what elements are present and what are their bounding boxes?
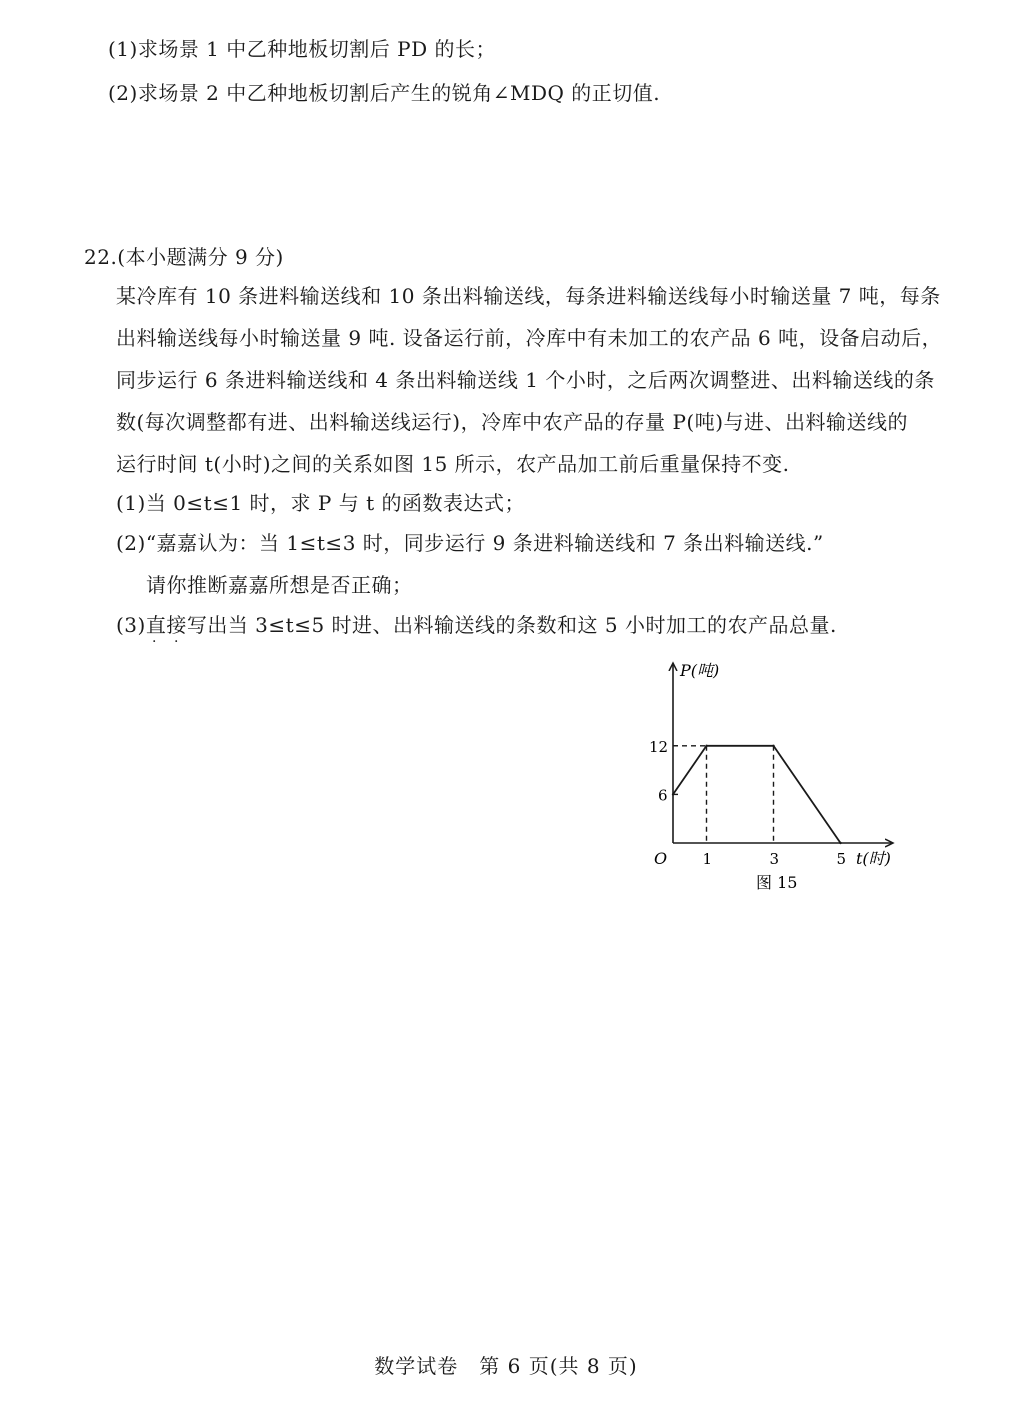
y-tick-label: 12 <box>649 737 669 756</box>
data-point <box>839 842 841 844</box>
problem-22-header: 22.(本小题满分 9 分) <box>84 245 284 269</box>
emphasis-dot: · <box>152 634 157 650</box>
problem-22-stem-line-3: 同步运行 6 条进料输送线和 4 条出料输送线 1 个小时，之后两次调整进、出料输送线的条 <box>116 368 935 392</box>
data-point <box>672 793 674 795</box>
problem-22-stem-line-5: 运行时间 t(小时)之间的关系如图 15 所示，农产品加工前后重量保持不变. <box>116 452 790 476</box>
data-point <box>772 745 774 747</box>
problem-22-stem-line-4: 数(每次调整都有进、出料输送线运行)，冷库中农产品的存量 P(吨)与进、出料输送线的 <box>116 410 909 434</box>
prev-question-2: (2)求场景 2 中乙种地板切割后产生的锐角∠MDQ 的正切值. <box>108 81 661 105</box>
x-tick-label: 3 <box>769 850 780 868</box>
y-tick-label: 6 <box>658 786 668 805</box>
x-tick-label: 1 <box>702 850 713 868</box>
sub-question-2-line-2: 请你推断嘉嘉所想是否正确； <box>146 573 413 597</box>
origin-label: O <box>654 849 668 868</box>
page-footer: 数学试卷 第 6 页(共 8 页) <box>374 1354 638 1378</box>
sub-question-1: (1)当 0≤t≤1 时，求 P 与 t 的函数表达式； <box>116 491 525 515</box>
y-axis-label: P(吨) <box>680 661 720 680</box>
emphasis-dot: · <box>174 634 179 650</box>
sub-question-3: (3)直接写出当 3≤t≤5 时进、出料输送线的条数和这 5 小时加工的农产品总量. <box>116 613 837 637</box>
data-point <box>705 745 707 747</box>
x-axis-label: t(时) <box>856 849 891 868</box>
prev-question-1: (1)求场景 1 中乙种地板切割后 PD 的长； <box>108 37 496 61</box>
figure-caption: 图 15 <box>756 873 798 892</box>
problem-22-stem-line-2: 出料输送线每小时输送量 9 吨. 设备运行前，冷库中有未加工的农产品 6 吨，设备启动后， <box>116 326 943 350</box>
x-tick-label: 5 <box>836 850 847 868</box>
figure-15-chart <box>640 650 910 900</box>
problem-22-stem-line-1: 某冷库有 10 条进料输送线和 10 条出料输送线，每条进料输送线每小时输送量 7 吨，每条 <box>116 284 941 308</box>
sub-question-2-line-1: (2)“嘉嘉认为：当 1≤t≤3 时，同步运行 9 条进料输送线和 7 条出料输送线.” <box>116 531 824 555</box>
series-line <box>673 746 841 843</box>
